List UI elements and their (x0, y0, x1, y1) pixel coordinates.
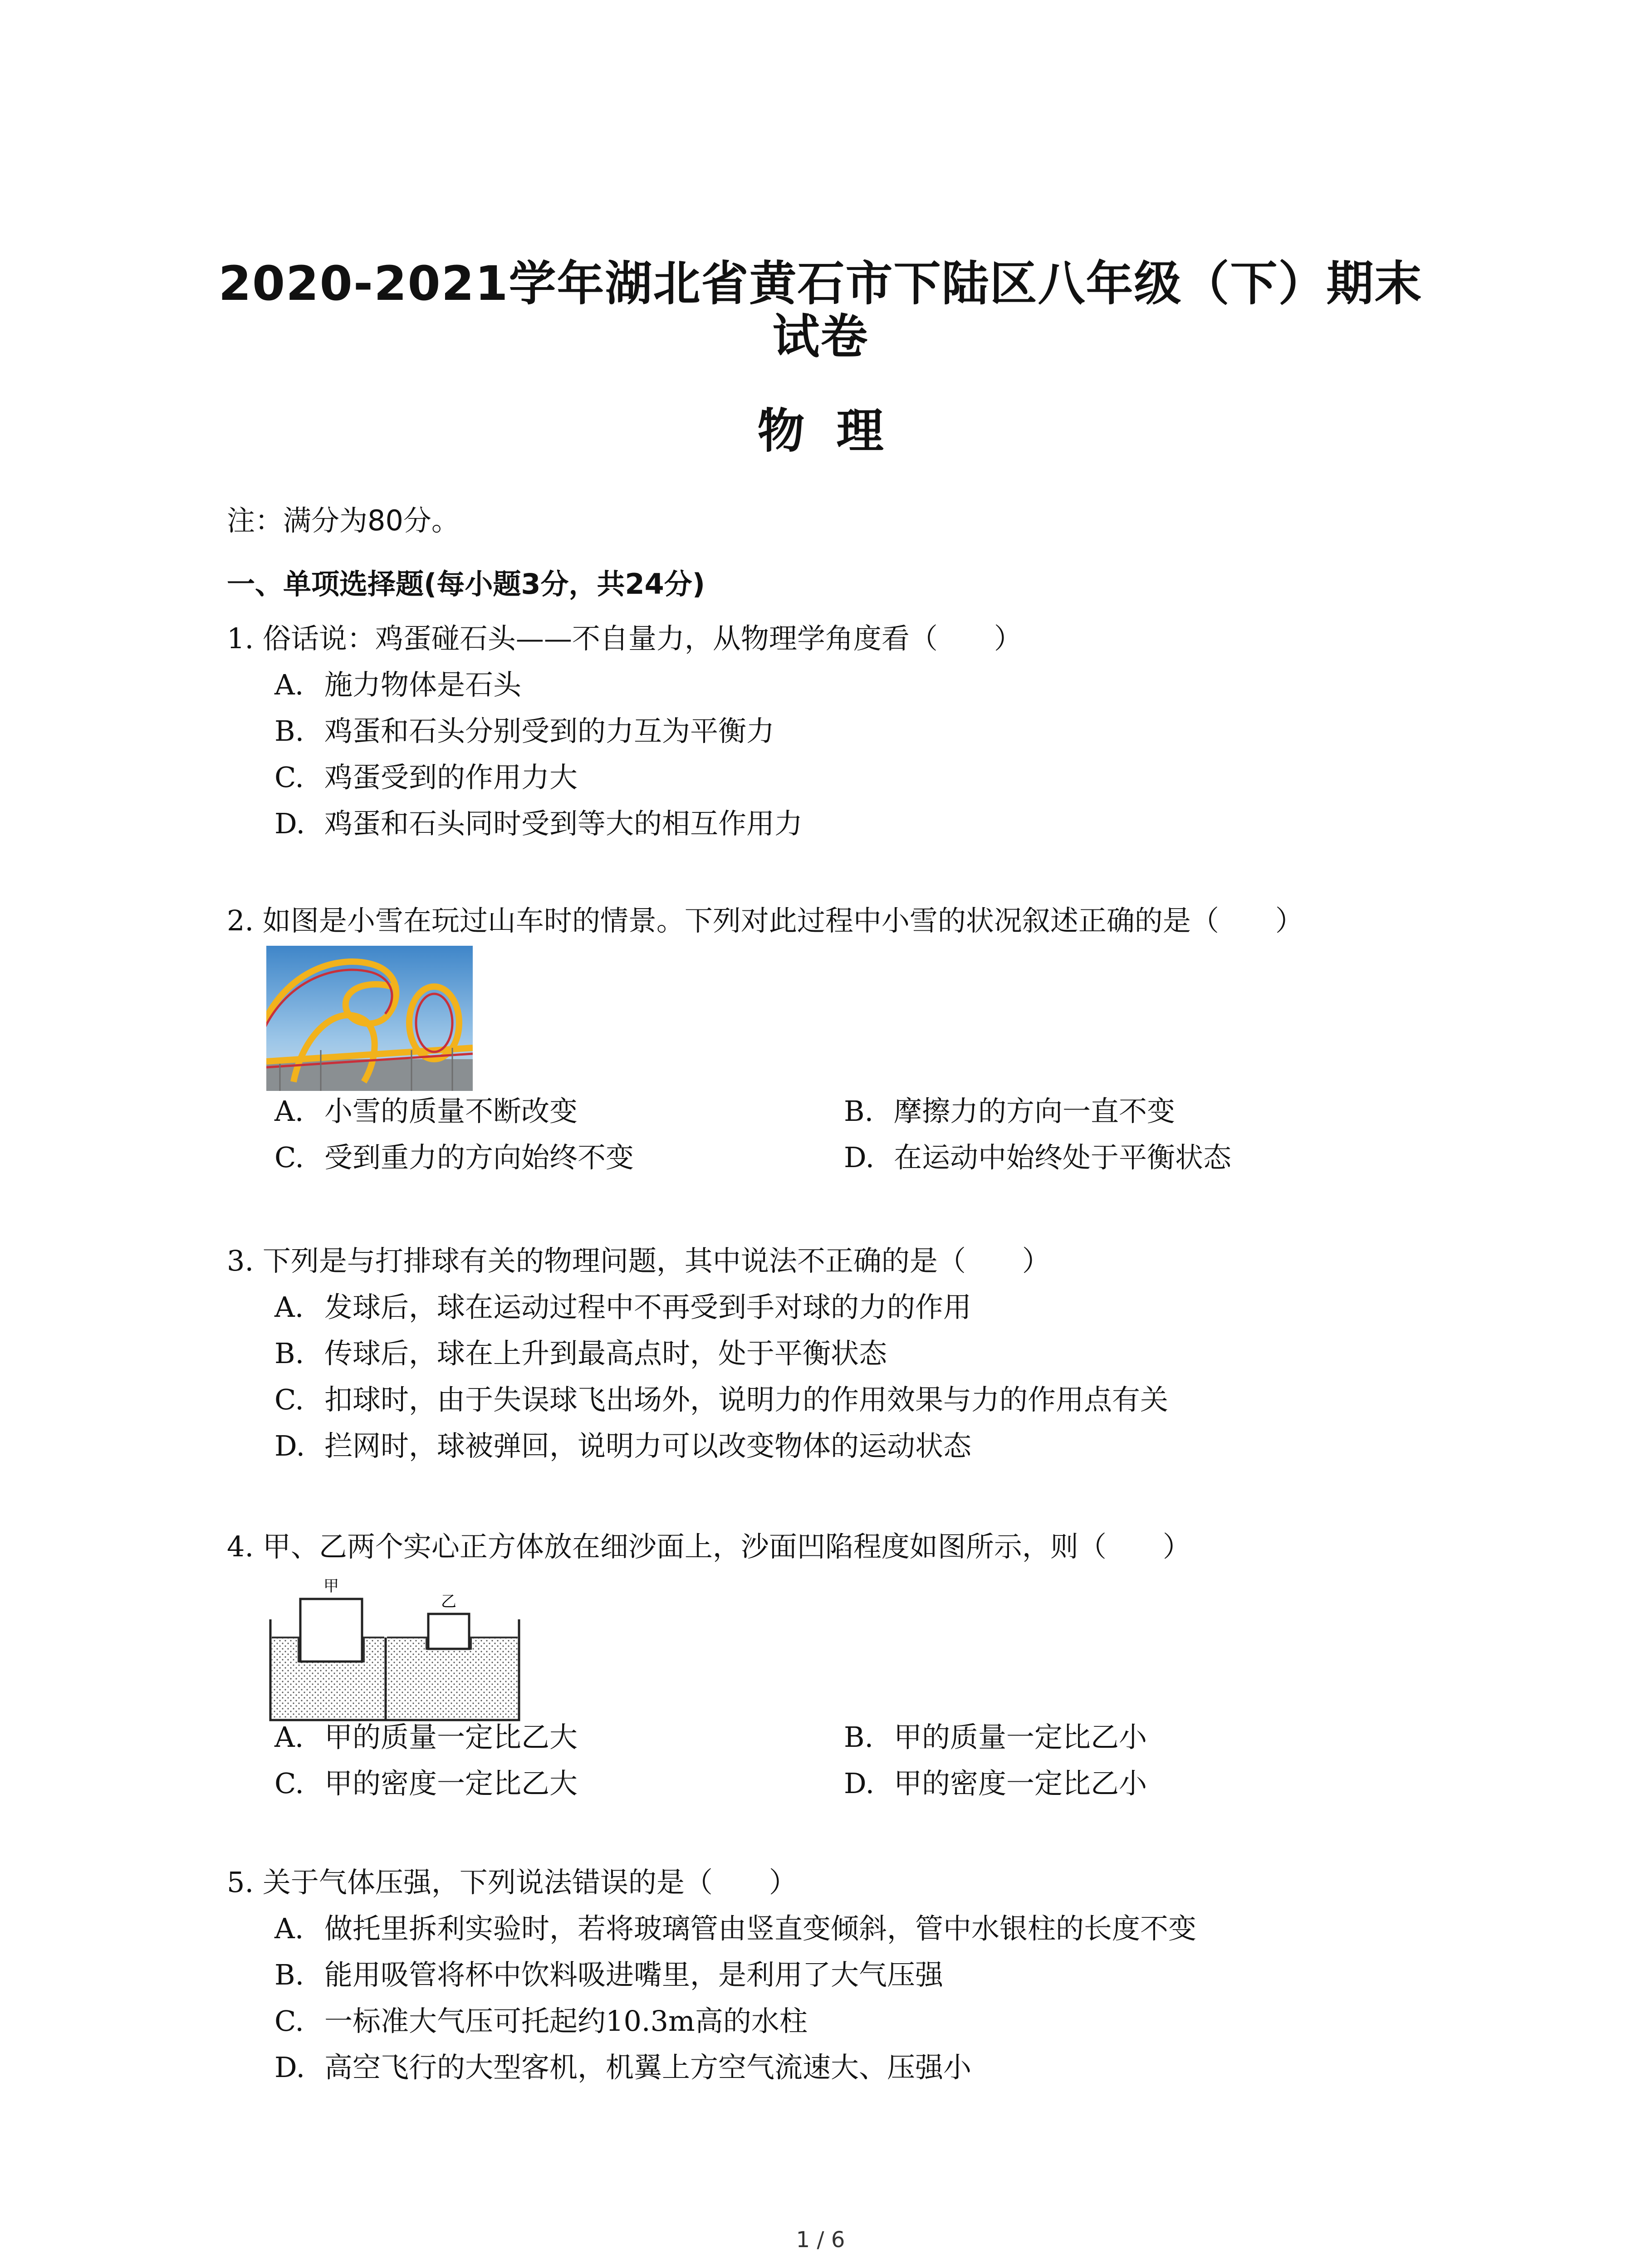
option-text: 传球后，球在上升到最高点时，处于平衡状态 (324, 1337, 887, 1370)
option-letter: A. (274, 668, 304, 701)
question-2-option-b (844, 1093, 1175, 1129)
option-text: 甲的密度一定比乙大 (324, 1767, 578, 1800)
question-3-option-d (274, 1428, 971, 1464)
option-letter: A. (274, 1721, 304, 1754)
option-text: 施力物体是石头 (324, 668, 522, 701)
question-2-option-d (844, 1139, 1231, 1176)
question-4-stem: 4. 甲、乙两个实心正方体放在细沙面上，沙面凹陷程度如图所示，则（ ） (227, 1530, 1191, 1563)
option-text: 甲的质量一定比乙小 (894, 1721, 1147, 1754)
option-letter: D. (844, 1767, 875, 1800)
question-1-option-a (274, 667, 521, 703)
question-5-option-c (274, 2003, 808, 2039)
question-4-option-a (274, 1719, 578, 1755)
score-note: 注：满分为80分。 (227, 504, 460, 537)
option-letter: A. (274, 1290, 304, 1324)
sand-cubes-figure (268, 1574, 522, 1724)
option-letter: D. (274, 807, 305, 840)
question-4-option-d (844, 1765, 1147, 1802)
label-jia: 甲 (323, 1577, 339, 1595)
question-3-stem: 3. 下列是与打排球有关的物理问题，其中说法不正确的是（ ） (227, 1244, 1050, 1277)
option-letter: A. (274, 1095, 304, 1128)
question-3-option-c (274, 1382, 1168, 1418)
option-letter: A. (274, 1912, 304, 1945)
option-letter: C. (274, 2004, 304, 2038)
option-text: 在运动中始终处于平衡状态 (894, 1141, 1232, 1174)
option-text: 鸡蛋和石头分别受到的力互为平衡力 (324, 714, 775, 748)
question-4-option-c (274, 1765, 578, 1802)
option-letter: D. (844, 1141, 875, 1174)
option-text: 高空飞行的大型客机，机翼上方空气流速大、压强小 (324, 2051, 972, 2084)
option-text: 鸡蛋受到的作用力大 (324, 761, 578, 794)
question-5-option-d (274, 2049, 971, 2086)
section-heading: 一、单项选择题(每小题3分，共24分) (227, 567, 705, 601)
page-number: 1 / 6 (796, 2227, 845, 2253)
option-text: 能用吸管将杯中饮料吸进嘴里，是利用了大气压强 (324, 1958, 944, 1991)
question-1-option-d (274, 806, 803, 842)
option-text: 受到重力的方向始终不变 (324, 1141, 634, 1174)
option-letter: B. (274, 1337, 304, 1370)
question-4-option-b (844, 1719, 1147, 1755)
option-letter: D. (274, 1429, 305, 1462)
exam-title-line1: 2020-2021学年湖北省黄石市下陆区八年级（下）期末 (218, 256, 1423, 311)
cube-yi (428, 1614, 469, 1649)
option-text: 发球后，球在运动过程中不再受到手对球的力的作用 (324, 1290, 972, 1324)
question-3-option-a (274, 1289, 971, 1325)
question-3-option-b (274, 1335, 887, 1372)
option-letter: B. (844, 1721, 874, 1754)
option-letter: B. (274, 714, 304, 748)
option-text: 一标准大气压可托起约10.3m高的水柱 (324, 2004, 808, 2038)
question-1-stem: 1. 俗话说：鸡蛋碰石头——不自量力，从物理学角度看（ ） (227, 622, 1022, 655)
roller-coaster-photo (266, 946, 473, 1091)
exam-title-line2: 试卷 (772, 309, 869, 364)
option-text: 做托里拆利实验时，若将玻璃管由竖直变倾斜，管中水银柱的长度不变 (324, 1912, 1197, 1945)
cube-jia (300, 1599, 362, 1662)
option-text: 甲的质量一定比乙大 (324, 1721, 578, 1754)
question-1-option-c (274, 759, 578, 796)
option-text: 扣球时，由于失误球飞出场外，说明力的作用效果与力的作用点有关 (324, 1383, 1169, 1416)
question-5-stem: 5. 关于气体压强，下列说法错误的是（ ） (227, 1866, 797, 1899)
option-text: 鸡蛋和石头同时受到等大的相互作用力 (324, 807, 803, 840)
question-2-stem: 2. 如图是小雪在玩过山车时的情景。下列对此过程中小雪的状况叙述正确的是（ ） (227, 904, 1303, 937)
option-letter: C. (274, 1383, 304, 1416)
option-letter: B. (274, 1958, 304, 1991)
option-letter: D. (274, 2051, 305, 2084)
question-2-option-c (274, 1139, 634, 1176)
question-1-option-b (274, 713, 774, 749)
question-5-option-b (274, 1957, 943, 1993)
option-letter: C. (274, 1767, 304, 1800)
option-letter: B. (844, 1095, 874, 1128)
question-5-option-a (274, 1911, 1196, 1947)
option-text: 小雪的质量不断改变 (324, 1095, 578, 1128)
option-text: 摩擦力的方向一直不变 (894, 1095, 1176, 1128)
subject-heading: 物理 (757, 403, 916, 459)
question-2-option-a (274, 1093, 578, 1129)
option-text: 拦网时，球被弹回，说明力可以改变物体的运动状态 (324, 1429, 972, 1462)
label-yi: 乙 (441, 1593, 456, 1611)
option-letter: C. (274, 1141, 304, 1174)
option-text: 甲的密度一定比乙小 (894, 1767, 1147, 1800)
option-letter: C. (274, 761, 304, 794)
